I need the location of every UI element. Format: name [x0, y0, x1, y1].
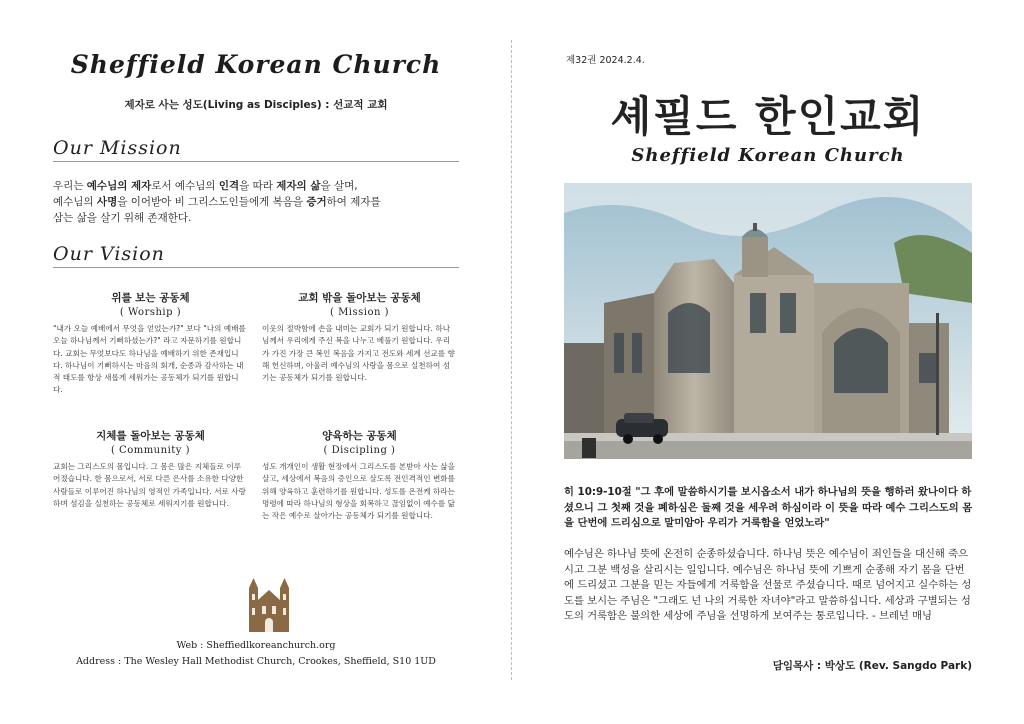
mission-text-part: 을 살며, — [320, 180, 358, 192]
vision-title: 지체를 돌아보는 공동체 — [96, 430, 205, 442]
mission-text-part: 예수님의 — [53, 196, 97, 208]
mission-text-part: 하여 제자를 — [326, 196, 381, 208]
mission-emphasis: 증거 — [306, 196, 327, 208]
left-page-title: Sheffield Korean Church — [70, 50, 442, 79]
vision-title: 위를 보는 공동체 — [111, 292, 190, 304]
left-page-subtitle: 제자로 사는 성도(Living as Disciples) : 선교적 교회 — [124, 99, 388, 111]
vision-english: ( Mission ) — [329, 307, 390, 318]
mission-emphasis: 예수님의 제자 — [86, 180, 152, 192]
mission-emphasis: 사명 — [96, 196, 118, 208]
vision-body: 성도 개개인이 생활 현장에서 그리스도를 본받아 사는 삶을 살고, 세상에서 복음의 증인으로 살도록 전인격적인 변화를 위해 양육하고 훈련하기를 원합니다. 성도를 온전케 하라는 명령에 따라 하나님의 형상을 회복하고 끊임없이 예수를 닮는 작은 예수로 살아가는 공동체가 되기를 원합니다. — [262, 462, 455, 521]
issue-date: 제32권 2024.2.4. — [566, 55, 645, 66]
vision-title: 양육하는 공동체 — [322, 430, 397, 442]
church-building-icon — [246, 576, 292, 634]
vision-community — [53, 428, 248, 510]
bible-verse: 히 10:9-10절 "그 후에 말씀하시기를 보시옵소서 내가 하나님의 뜻을 행하러 왔나이다 하셨으니 그 첫째 것을 폐하심은 둘째 것을 세우려 하심이라 이 뜻을 따라 예수 그리스도의 몸을 단번에 드리심으로 말미암아 우리가 거룩함을 얻었노라" — [564, 486, 973, 529]
pastor-signature: 담임목사 : 박상도 (Rev. Sangdo Park) — [772, 660, 972, 672]
mission-heading: Our Mission — [53, 137, 459, 162]
vision-heading: Our Vision — [53, 243, 459, 268]
vision-worship — [53, 290, 248, 397]
church-photo — [564, 183, 972, 459]
vision-body: 이웃의 절박함에 손을 내미는 교회가 되기 원합니다. 하나님께서 우리에게 주신 복을 나누고 베풀기 원합니다. 우리가 가진 가장 큰 복인 복음을 가지고 전도와 세계 선교를 향해 헌신하며, 아울러 예수님의 사랑을 몸으로 실천하여 섬기는 공동체가 되기를 원합니다. — [262, 324, 455, 383]
cover-subtitle: Sheffield Korean Church — [631, 145, 905, 166]
mission-statement — [53, 178, 459, 226]
mission-text-part: 우리는 — [53, 180, 87, 192]
vision-title: 교회 밖을 돌아보는 공동체 — [298, 292, 421, 304]
right-page — [512, 0, 1024, 724]
mission-emphasis: 인격 — [218, 180, 240, 192]
vision-discipling — [262, 428, 457, 522]
address-text: Address : The Wesley Hall Methodist Church, Crookes, Sheffield, S10 1UD — [76, 656, 436, 667]
website-text: Web : Sheffiedlkoreanchurch.org — [176, 640, 336, 651]
vision-english: ( Worship ) — [119, 307, 182, 318]
cover-title: 셰필드 한인교회 — [610, 92, 926, 141]
vision-body: 교회는 그리스도의 몸입니다. 그 몸은 많은 지체들로 이루어졌습니다. 한 몸으로서, 서로 다른 은사를 소유한 다양한 사람들로 이루어진 하나님의 영적인 가족입니다. 서로 사랑하며 섬김을 실천하는 공동체로 세워지기를 원합니다. — [53, 462, 246, 508]
mission-emphasis: 제자의 삶 — [276, 180, 321, 192]
mission-text-part: 로서 예수님의 — [151, 180, 219, 192]
mission-text-part: 을 따라 — [239, 180, 277, 192]
sermon-text: 예수님은 하나님 뜻에 온전히 순종하셨습니다. 하나님 뜻은 예수님이 죄인들을 대신해 죽으시고 그분 백성을 살리시는 일입니다. 예수님은 하나님 뜻에 기쁘게 순종해 자기 몸을 단번에 드리셨고 그분을 믿는 자들에게 거룩함을 선물로 주셨습니다. 때로 넘어지고 실수하는 성도를 보시는 주님은 "그래도 넌 나의 거룩한 자녀야"라고 말씀하십니다. 세상과 구별되는 성도의 거룩함은 불의한 세상에 주님을 선명하게 보여주는 통로입니다. - 브레넌 매닝 — [564, 548, 972, 622]
vision-mission — [262, 290, 457, 384]
vision-english: ( Discipling ) — [323, 445, 396, 456]
vision-body: "내가 오늘 예배에서 무엇을 얻었는가?" 보다 "나의 예배를 오늘 하나님께서 기뻐하셨는가?" 라고 자문하기를 원합니다. 교회는 무엇보다도 하나님을 예배하기 위한 존재입니다. 하나님이 기뻐하시는 마음의 회개, 순종과 감사하는 내적 태도를 항상 새롭게 세워가는 공동체가 되기를 원합니다. — [53, 324, 246, 395]
vision-english: ( Community ) — [110, 445, 191, 456]
mission-text-part: 을 이어받아 비 그리스도인들에게 복음을 — [117, 196, 307, 208]
mission-text-part: 삼는 삶을 살기 위해 존재한다. — [53, 212, 192, 224]
